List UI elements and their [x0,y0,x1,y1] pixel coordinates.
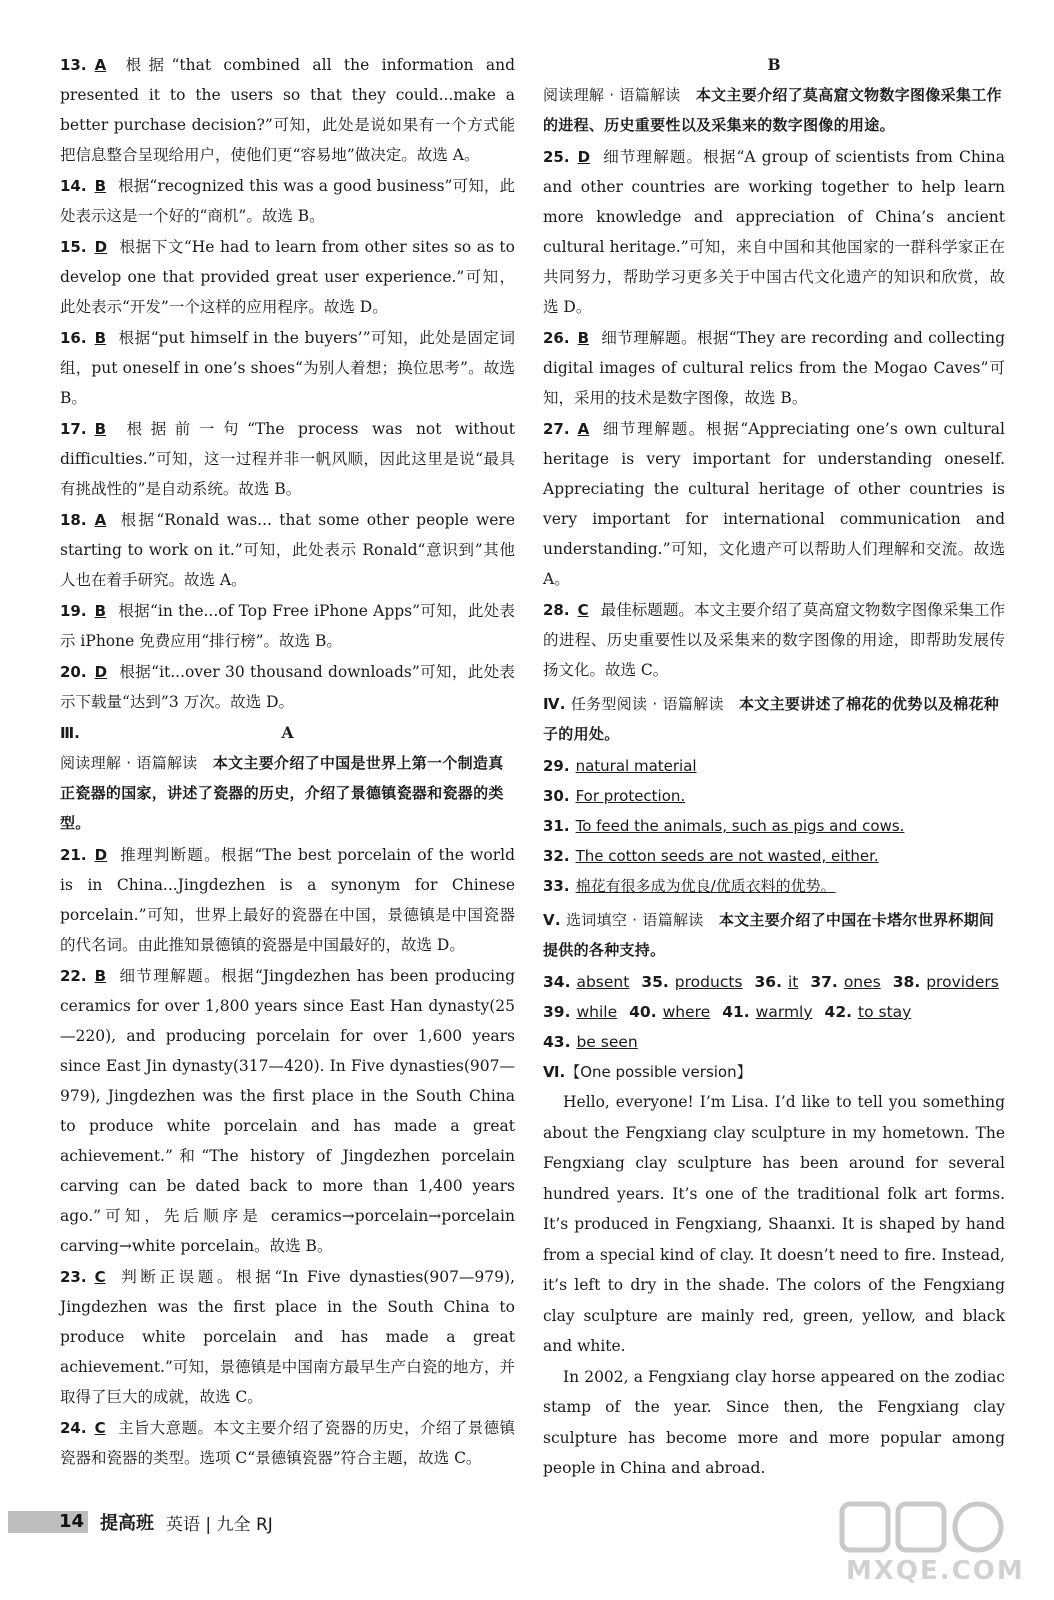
question-number: 31. [543,817,570,835]
answer-item [60,323,515,413]
explanation-text: 根据“put himself in the buyers’”可知，此处是固定词组，put oneself in one’s shoes“为别人着想；换位思考”。故选 B。 [60,329,515,407]
answer-letter: A [94,56,107,74]
question-number: 43. [543,1033,571,1051]
question-number: 27. [543,420,570,438]
question-number: 21. [60,846,87,864]
answer-letter: B [94,329,107,347]
blank-answer [543,1033,638,1051]
question-number: 38. [892,973,921,991]
passage-letter: A [281,723,294,742]
blank-answer [810,973,880,991]
summary-label: 阅读理解 · 语篇解读 [60,754,198,772]
answer-item [60,232,515,322]
answer-list-cloze [60,50,515,717]
answer-letter: B [94,177,107,195]
answer-item [543,781,1005,811]
essay-paragraph: Hello, everyone! I’m Lisa. I’d like to tell you something about the Fengxiang clay sculpture in my hometown. The Fengxiang clay sculpture has been around for several hundred years. It’s one of the traditional folk art forms. It’s produced in Fengxiang, Shaanxi. It is shaped by hand from a special kind of clay. It doesn’t need to fire. Instead, it’s left to dry in the shade. The colors of the Fengxiang clay sculpture are mainly red, green, yellow, and black and white. [543,1093,1005,1355]
answer-item [543,751,1005,781]
section-number: Ⅴ. [543,911,561,929]
explanation-text: 判断正误题。根据“In Five dynasties(907—979), Jingdezhen was the first place in the South China to produce white porcelain and has made a great achievement.”可知，景德镇是中国南方最早生产白瓷的地方，并取得了巨大的成就，故选 C。 [60,1268,515,1406]
answer-letter: C [94,1268,106,1286]
summary-label: 选词填空 · 语篇解读 [566,911,704,929]
section-4-summary [543,689,1005,749]
question-number: 25. [543,148,570,166]
answer-letter: C [94,1419,106,1437]
question-number: 20. [60,663,87,681]
section-3-header [60,718,515,748]
section-number: Ⅲ. [60,724,80,742]
answer-item [60,171,515,231]
blank-answer [543,973,629,991]
question-number: 17. [60,420,87,438]
answer-letter: A [94,511,107,529]
summary-text: 本文主要讲述了棉花的优势以及棉花种子的用处。 [543,695,1000,743]
answer-letter: B [94,602,107,620]
answer-item [543,142,1005,322]
passage-letter: B [767,55,781,74]
answer-list-word-fill [543,967,1005,1057]
question-number: 34. [543,973,571,991]
explanation-text: 最佳标题题。本文主要介绍了莫高窟文物数字图像采集工作的进程、历史重要性以及采集来的数字图像的用途，即帮助发展传扬文化。故选 C。 [543,601,1005,679]
page-footer [8,1510,273,1534]
watermark-text: MXQE.COM [846,1556,1025,1586]
answer-word: providers [926,973,999,991]
answer-item [543,871,1005,901]
answer-item [60,505,515,595]
answer-item [60,657,515,717]
book-title: 提高班 [100,1513,154,1534]
answer-list-task-reading [543,751,1005,901]
question-number: 24. [60,1419,87,1437]
left-column [60,50,515,1474]
passage-summary [60,748,515,838]
question-number: 15. [60,238,87,256]
explanation-text: 细节理解题。根据“A group of scientists from China and other countries are working together to help learn more knowledge and appreciation of China’s ancient cultural heritage.”可知，来自中国和其他国家的一群科学家正在共同努力，帮助学习更多关于中国古代文化遗产的知识和欣赏，故选 D。 [543,148,1005,316]
explanation-text: 根据“it...over 30 thousand downloads”可知，此处表示下载量“达到”3 万次。故选 D。 [60,663,515,711]
answer-list-reading-b [543,142,1005,685]
question-number: 18. [60,511,87,529]
answer-letter: D [94,663,108,681]
answer-word: to stay [858,1003,912,1021]
section-6-header [543,1057,1005,1087]
question-number: 33. [543,877,570,895]
answer-item [543,414,1005,594]
answer-item [543,323,1005,413]
summary-label: 任务型阅读 · 语篇解读 [570,695,724,713]
blank-answer [543,1003,617,1021]
answer-letter: B [577,329,590,347]
question-number: 16. [60,329,87,347]
question-number: 19. [60,602,87,620]
answer-item [543,595,1005,685]
answer-text: natural material [575,757,697,775]
answer-letter: D [94,846,108,864]
answer-letter: D [577,148,591,166]
question-number: 35. [641,973,669,991]
summary-text: 本文主要介绍了中国是世界上第一个制造真正瓷器的国家，讲述了瓷器的历史，介绍了景德镇瓷器和瓷器的类型。 [60,754,504,832]
question-number: 30. [543,787,570,805]
answer-letter: A [577,420,590,438]
watermark-logo [836,1496,1026,1586]
explanation-text: 细节理解题。根据“They are recording and collecting digital images of cultural relics from the Mogao Caves”可知，采用的技术是数字图像，故选 B。 [543,329,1005,407]
answer-word: it [787,973,799,991]
blank-answer [641,973,742,991]
watermark-graphic-icon [836,1496,1026,1556]
answer-item [60,840,515,960]
question-number: 29. [543,757,570,775]
right-column [543,50,1005,1484]
blank-answer [755,973,799,991]
essay-paragraph: In 2002, a Fengxiang clay horse appeared on the zodiac stamp of the year. Since then, the Fengxiang clay sculpture has become more and more popular among people in China and abroad. [543,1367,1005,1477]
answer-letter: D [94,238,108,256]
question-number: 22. [60,967,87,985]
answer-item [60,50,515,170]
question-number: 32. [543,847,570,865]
passage-summary [543,80,1005,140]
answer-text: The cotton seeds are not wasted, either. [575,847,879,865]
summary-text: 本文主要介绍了中国在卡塔尔世界杯期间提供的各种支持。 [543,911,995,959]
explanation-text: 推理判断题。根据“The best porcelain of the world is in China...Jingdezhen is a synonym for Chinese porcelain.”可知，世界上最好的瓷器在中国，景德镇是中国瓷器的代名词。由此推知景德镇的瓷器是中国最好的，故选 D。 [60,846,515,954]
explanation-text: 根据下文“He had to learn from other sites so as to develop one that provided great user experience.”可知，此处表示“开发”一个这样的应用程序。故选 D。 [60,238,515,316]
question-number: 41. [722,1003,750,1021]
answer-word: ones [843,973,881,991]
section-number: Ⅵ. [543,1063,566,1081]
answer-word: absent [576,973,630,991]
sample-essay [543,1087,1005,1484]
answer-word: warmly [755,1003,813,1021]
question-number: 28. [543,601,570,619]
answer-word: where [662,1003,711,1021]
explanation-text: 主旨大意题。本文主要介绍了瓷器的历史，介绍了景德镇瓷器和瓷器的类型。选项 C“景德镇瓷器”符合主题，故选 C。 [60,1419,515,1467]
book-subject: 英语 | 九全 RJ [166,1514,273,1535]
answer-text: 棉花有很多成为优良/优质衣料的优势。 [575,877,836,895]
answer-text: For protection. [575,787,686,805]
explanation-text: 根据“that combined all the information and presented it to the users so that they could...make a better purchase decision?”可知，此处是说如果有一个方式能把信息整合呈现给用户，使他们更“容易地”做决定。故选 A。 [60,56,515,164]
question-number: 13. [60,56,87,74]
question-number: 40. [629,1003,657,1021]
question-number: 42. [824,1003,852,1021]
explanation-text: 根据“recognized this was a good business”可知，此处表示这是一个好的“商机”。故选 B。 [60,177,515,225]
answer-list-reading-a [60,840,515,1473]
question-number: 39. [543,1003,571,1021]
question-number: 36. [754,973,782,991]
blank-answer [722,1003,812,1021]
blank-answer [629,1003,710,1021]
answer-item [543,811,1005,841]
answer-letter: B [94,420,107,438]
section-number: Ⅳ. [543,695,566,713]
explanation-text: 根据“Ronald was... that some other people were starting to work on it.”可知，此处表示 Ronald“意识到”其他人也在着手研究。故选 A。 [60,511,515,589]
question-number: 23. [60,1268,87,1286]
explanation-text: 细节理解题。根据“Appreciating one’s own cultural heritage is very important for understanding oneself. Appreciating the cultural heritage of other countries is very important for international communication and understanding.”可知，文化遗产可以帮助人们理解和交流。故选 A。 [543,420,1005,588]
page-number: 14 [58,1511,84,1532]
answer-item [60,596,515,656]
question-number: 37. [810,973,838,991]
page-number-tab [8,1511,88,1533]
answer-item [543,841,1005,871]
summary-text: 本文主要介绍了莫高窟文物数字图像采集工作的进程、历史重要性以及采集来的数字图像的用途。 [543,86,1002,134]
question-number: 14. [60,177,87,195]
answer-word: products [674,973,743,991]
essay-label: 【One possible version】 [565,1063,752,1081]
answer-item [60,1262,515,1412]
explanation-text: 根据前一句“The process was not without difficulties.”可知，这一过程并非一帆风顺，因此这里是说“最具有挑战性的”是自动系统。故选 B。 [60,420,515,498]
answer-item [60,961,515,1261]
summary-label: 阅读理解 · 语篇解读 [543,86,681,104]
question-number: 26. [543,329,570,347]
answer-item [60,1413,515,1473]
answer-word: while [576,1003,618,1021]
answer-item [60,414,515,504]
answer-word: be seen [576,1033,638,1051]
explanation-text: 根据“in the...of Top Free iPhone Apps”可知，此处表示 iPhone 免费应用“排行榜”。故选 B。 [60,602,515,650]
blank-answer [825,1003,912,1021]
section-5-summary [543,905,1005,965]
blank-answer [893,973,999,991]
answer-letter: C [577,601,589,619]
answer-letter: B [94,967,107,985]
explanation-text: 细节理解题。根据“Jingdezhen has been producing ceramics for over 1,800 years since East Han dynasty(25—220), and producing porcelain for over 1,600 years since East Jin dynasty(317—420). In Five dynasties(907—979), Jingdezhen was the first place in the South China to produce white porcelain and has made a great achievement.”和“The history of Jingdezhen porcelain carving can be dated back to more than 1,400 years ago.”可知，先后顺序是 ceramics→porcelain→porcelain carving→white porcelain。故选 B。 [60,967,515,1255]
answer-text: To feed the animals, such as pigs and cows. [575,817,905,835]
section-b-header [543,50,1005,80]
